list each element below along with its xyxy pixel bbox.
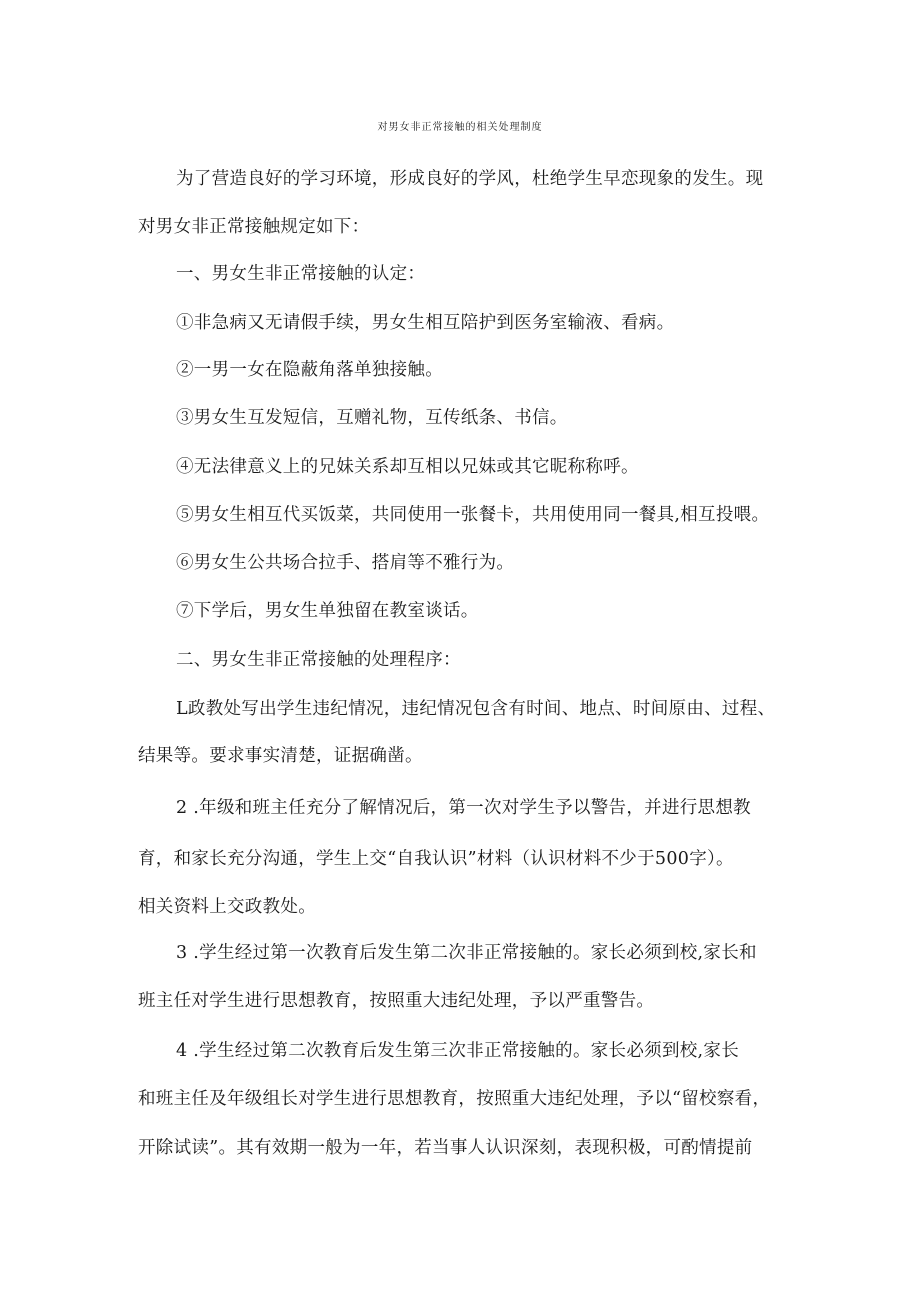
paragraph-4-line-2: 和班主任及年级组长对学生进行思想教育，按照重大违纪处理，予以“留校察看，	[138, 1089, 771, 1109]
paragraph-3-line-1: 3 .学生经过第一次教育后发生第二次非正常接触的。家长必须到校,家长和	[176, 943, 757, 963]
list-item: ⑤男女生相互代买饭菜，共同使用一张餐卡，共用使用同一餐具,相互投喂。	[176, 505, 770, 525]
document-title: 对男女非正常接触的相关处理制度	[377, 122, 543, 133]
intro-line-1: 为了营造良好的学习环境，形成良好的学风，杜绝学生早恋现象的发生。现	[176, 169, 764, 189]
list-item: ⑥男女生公共场合拉手、搭肩等不雅行为。	[176, 553, 515, 573]
list-item: ④无法律意义上的兄妹关系却互相以兄妹或其它昵称称呼。	[176, 457, 639, 477]
paragraph-2-line-3: 相关资料上交政教处。	[138, 897, 316, 917]
paragraph-1-line-1: L政教处写出学生违纪情况，违纪情况包含有时间、地点、时间原由、过程、	[176, 699, 776, 719]
section-1-heading: 一、男女生非正常接触的认定：	[176, 264, 426, 284]
list-item: ②一男一女在隐蔽角落单独接触。	[176, 360, 443, 380]
section-2-heading: 二、男女生非正常接触的处理程序：	[176, 650, 461, 670]
intro-line-2: 对男女非正常接触规定如下：	[138, 217, 370, 237]
list-item: ③男女生互发短信，互赠礼物，互传纸条、书信。	[176, 408, 568, 428]
paragraph-2-line-1: 2 .年级和班主任充分了解情况后，第一次对学生予以警告，并进行思想教	[176, 798, 751, 818]
list-item: ①非急病又无请假手续，男女生相互陪护到医务室输液、看病。	[176, 313, 675, 333]
paragraph-4-line-1: 4 .学生经过第二次教育后发生第三次非正常接触的。家长必须到校,家长	[176, 1041, 740, 1061]
paragraph-3-line-2: 班主任对学生进行思想教育，按照重大违纪处理，予以严重警告。	[138, 991, 655, 1011]
paragraph-2-line-2: 育，和家长充分沟通，学生上交“自我认识”材料（认识材料不少于500字）。	[138, 849, 734, 869]
list-item: ⑦下学后，男女生单独留在教室谈话。	[176, 601, 479, 621]
paragraph-4-line-3: 开除试读”。其有效期一般为一年，若当事人认识深刻，表现积极，可酌情提前	[138, 1138, 753, 1158]
paragraph-1-line-2: 结果等。要求事实清楚，证据确凿。	[138, 746, 423, 766]
